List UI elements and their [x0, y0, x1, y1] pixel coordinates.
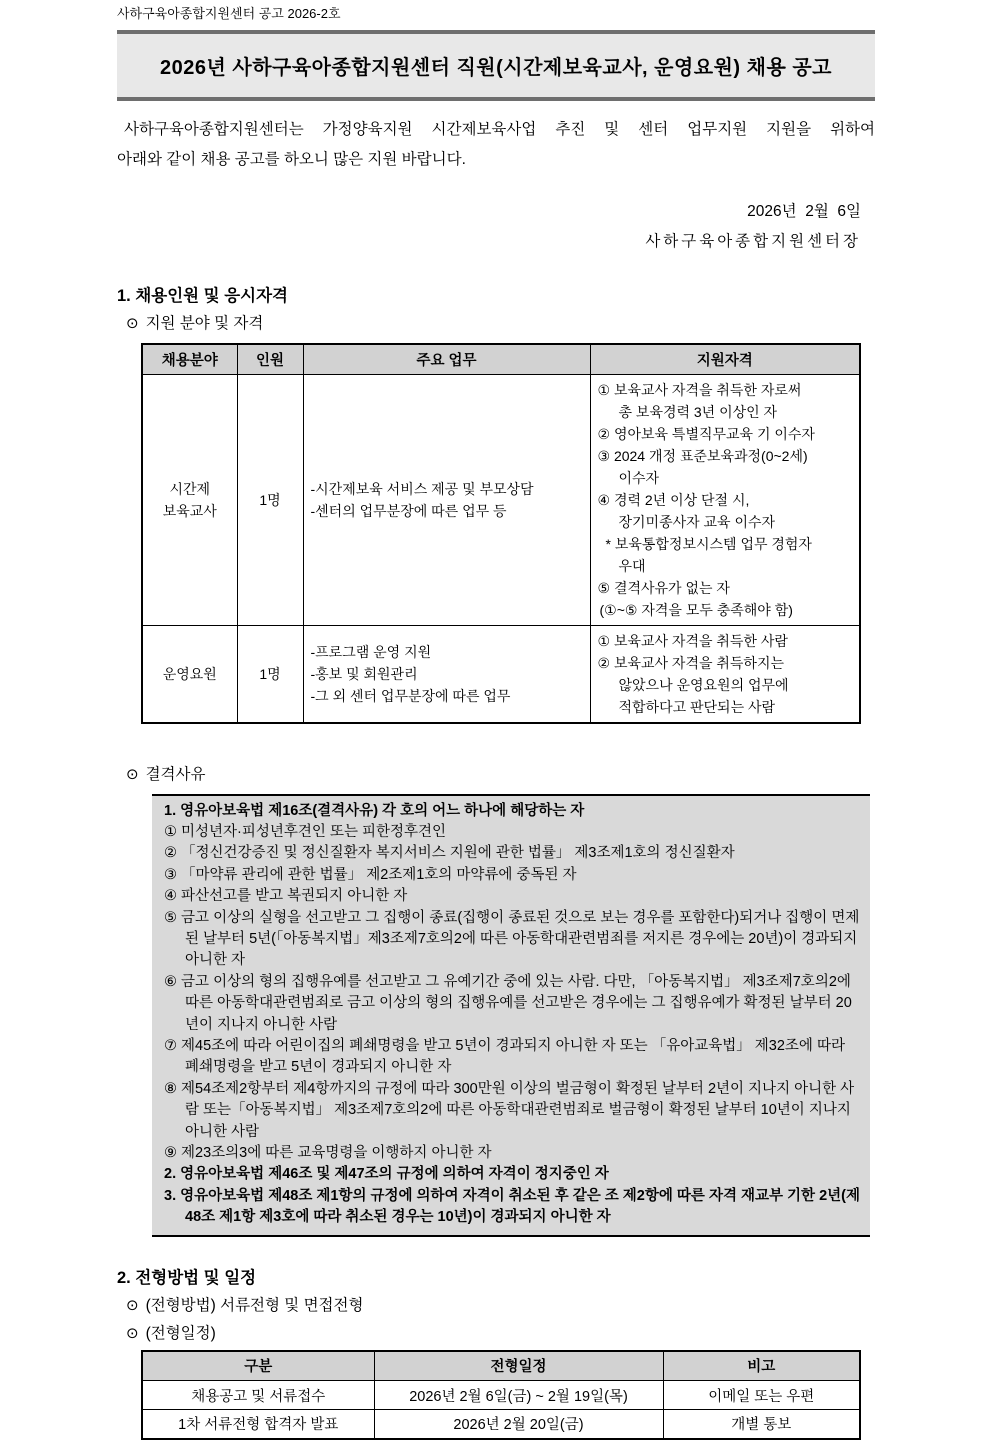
column-header: 전형일정: [374, 1351, 663, 1381]
cell-duties: [303, 374, 590, 625]
recruit-table: [141, 343, 861, 724]
disqualification-item: 3. 영유아보육법 제48조 제1항의 규정에 의하여 자격이 취소된 후 같은 조 제2항에 따른 자격 재교부 기한 2년(제48조 제1항 제3호에 따라 취소된 경우는 10년)이 경과되지 아니한 자: [164, 1187, 860, 1226]
duty-line: -센터의 업무분장에 따른 업무 등: [310, 502, 507, 519]
table-row: [142, 1410, 860, 1439]
duty-line: -시간제보육 서비스 제공 및 부모상담: [310, 480, 534, 497]
field-line: 보육교사: [162, 502, 217, 519]
date-signature-block: [117, 197, 875, 257]
qualification-line: 적합하다고 판단되는 사람: [618, 698, 776, 715]
bullet-icon: ⊙: [126, 765, 139, 783]
column-header: 주요 업무: [303, 344, 590, 374]
cell-field: [142, 625, 237, 723]
cell-stage: 1차 서류전형 합격자 발표: [142, 1410, 374, 1439]
qualification-line: ③ 2024 개정 표준보육과정(0~2세): [597, 447, 808, 464]
disqualification-item: ⑨ 제23조의3에 따른 교육명령을 이행하지 아니한 자: [164, 1145, 492, 1161]
cell-remark: 이메일 또는 우편: [663, 1381, 860, 1410]
qualification-line: 우대: [618, 557, 646, 574]
doc-number: 사하구육아종합지원센터 공고 2026-2호: [117, 6, 341, 21]
duty-line: -홍보 및 회원관리: [310, 665, 418, 682]
cell-dates: 2026년 2월 6일(금) ~ 2월 19일(목): [374, 1381, 663, 1410]
bullet-label: 지원 분야 및 자격: [145, 315, 264, 332]
qualification-line: ① 보육교사 자격을 취득한 자로써: [597, 381, 802, 398]
column-header: 지원자격: [590, 344, 860, 374]
disqualification-item: ③ 「마약류 관리에 관한 법률」 제2조제1호의 마약류에 중독된 자: [164, 866, 577, 883]
field-line: 시간제: [169, 480, 211, 497]
column-header: 비고: [663, 1351, 860, 1381]
cell-dates: 2026년 2월 20일(금): [374, 1410, 663, 1439]
column-header: 구분: [142, 1351, 374, 1381]
bullet-icon: ⊙: [126, 1296, 139, 1314]
cell-remark: 개별 통보: [663, 1410, 860, 1439]
cell-duties: [303, 625, 590, 723]
bullet-icon: ⊙: [126, 315, 139, 332]
schedule-table-header-row: [142, 1351, 860, 1381]
qualification-line: ④ 경력 2년 이상 단절 시,: [597, 491, 750, 508]
cell-field: [142, 374, 237, 625]
column-header: 채용분야: [142, 344, 237, 374]
qualification-line: 총 보육경력 3년 이상인 자: [618, 403, 778, 420]
cell-count: 1명: [237, 625, 303, 723]
bullet-label: (전형일정): [145, 1324, 216, 1342]
disqualification-item: ① 미성년자·피성년후견인 또는 피한정후견인: [164, 823, 447, 840]
cell-count: 1명: [237, 374, 303, 625]
disqualification-item: ⑦ 제45조에 따라 어린이집의 폐쇄명령을 받고 5년이 경과되지 아니한 자 또는 「유아교육법」 제32조에 따라 폐쇄명령을 받고 5년이 경과되지 아니한 자: [164, 1037, 845, 1076]
qualification-line: 않았으나 운영요원의 업무에: [618, 676, 789, 693]
bullet-icon: ⊙: [126, 1324, 139, 1342]
qualification-line: ⑤ 결격사유가 없는 자: [597, 579, 730, 596]
cell-qualifications: [590, 625, 860, 723]
doc-date: 2026년 2월 6일: [747, 203, 861, 220]
table-row-operation-staff: [142, 625, 860, 723]
bullet-line-method: [126, 1295, 875, 1317]
intro-paragraph: [117, 115, 875, 175]
bullet-line-disqualification: [126, 764, 875, 786]
disqualification-item: 2. 영유아보육법 제46조 및 제47조의 규정에 의하여 자격이 정지중인 자: [164, 1166, 609, 1183]
bullet-label: (전형방법) 서류전형 및 면접전형: [145, 1296, 364, 1314]
page-title: 2026년 사하구육아종합지원센터 직원(시간제보육교사, 운영요원) 채용 공고: [160, 57, 832, 79]
disqualification-item: 1. 영유아보육법 제16조(결격사유) 각 호의 어느 하나에 해당하는 자: [164, 802, 585, 819]
intro-line-2: 아래와 같이 채용 공고를 하오니 많은 지원 바랍니다.: [117, 151, 466, 168]
disqualification-item: ⑤ 금고 이상의 실형을 선고받고 그 집행이 종료(집행이 종료된 것으로 보는 경우를 포함한다)되거나 집행이 면제된 날부터 5년(「아동복지법」제3조제7호의2에 따른 아동학대관련범죄를 저지른 경우에는 20년)이 경과되지 아니한 자: [164, 909, 860, 969]
table-row-parttime-teacher: [142, 374, 860, 625]
disqualification-item: ② 「정신건강증진 및 정신질환자 복지서비스 지원에 관한 법률」 제3조제1호의 정신질환자: [164, 845, 735, 862]
doc-signer: 사하구육아종합지원센터장: [645, 233, 861, 250]
qualification-line: (①~⑤ 자격을 모두 충족해야 함): [599, 601, 793, 618]
field-line: 운영요원: [162, 665, 217, 682]
recruit-table-header-row: [142, 344, 860, 374]
column-header: 인원: [237, 344, 303, 374]
bullet-label: 결격사유: [145, 765, 206, 783]
section2-heading: 2. 전형방법 및 일정: [117, 1268, 257, 1287]
disqualification-box: [152, 794, 870, 1237]
qualification-line: * 보육통합정보시스템 업무 경험자: [605, 535, 812, 552]
schedule-table: [141, 1350, 861, 1440]
qualification-line: ② 영아보육 특별직무교육 기 이수자: [597, 425, 815, 442]
disqualification-item: ⑧ 제54조제2항부터 제4항까지의 규정에 따라 300만원 이상의 벌금형이 확정된 날부터 2년이 지나지 아니한 사람 또는「아동복지법」 제3조제7호의2에 따른 아동학대관련범죄로 벌금형이 확정된 날부터 10년이 지나지 아니한 사람: [164, 1080, 855, 1140]
disqualification-item: ④ 파산선고를 받고 복권되지 아니한 자: [164, 888, 408, 905]
cell-qualifications: [590, 374, 860, 625]
duty-line: -그 외 센터 업무분장에 따른 업무: [310, 687, 511, 704]
qualification-line: 장기미종사자 교육 이수자: [618, 513, 776, 530]
duty-line: -프로그램 운영 지원: [310, 643, 432, 660]
bullet-line-fields: [126, 313, 875, 335]
qualification-line: ① 보육교사 자격을 취득한 사람: [597, 632, 788, 649]
cell-stage: 채용공고 및 서류접수: [142, 1381, 374, 1410]
qualification-line: 이수자: [618, 469, 660, 486]
qualification-line: ② 보육교사 자격을 취득하지는: [597, 654, 785, 671]
section1-heading: 1. 채용인원 및 응시자격: [117, 287, 288, 305]
title-box: [117, 30, 875, 101]
table-row: [142, 1381, 860, 1410]
disqualification-item: ⑥ 금고 이상의 형의 집행유예를 선고받고 그 유예기간 중에 있는 사람. 다만, 「아동복지법」 제3조제7호의2에 따른 아동학대관련범죄로 금고 이상의 형의 집행유예를 선고받은 경우에는 그 집행유예가 확정된 날부터 20년이 지나지 아니한 사람: [164, 973, 852, 1033]
intro-line-1: 사하구육아종합지원센터는 가정양육지원 시간제보육사업 추진 및 센터 업무지원 지원을 위하여: [124, 121, 875, 138]
bullet-line-schedule: [126, 1323, 875, 1345]
